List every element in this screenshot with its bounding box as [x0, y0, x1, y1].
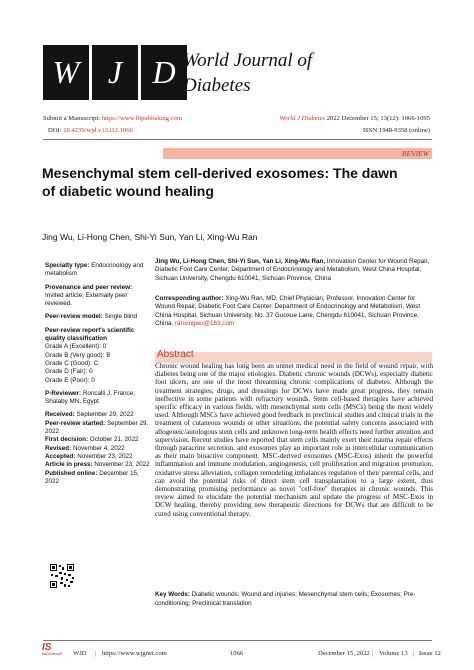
journal-name-line1: World Journal of: [183, 50, 313, 71]
accepted-value: November 23, 2022: [77, 452, 133, 460]
footer-journal: WJD: [73, 650, 87, 657]
sidebar: [45, 262, 150, 486]
revised-value: November 4, 2022: [73, 444, 125, 452]
journal-name-line2: Diabetes: [183, 75, 251, 96]
revised-label: Revised:: [45, 444, 72, 452]
keywords-text: Diabetic wounds; Wound and injuries; Mesenchymal stem cells; Exosomes; Pre-conditioning; Preclinical translation: [155, 591, 416, 607]
published-online-label: Published online:: [45, 469, 98, 477]
footer-separator: |: [372, 650, 374, 657]
first-decision-value: October 21, 2022: [89, 436, 139, 444]
doi-line: [48, 127, 133, 134]
doi-link[interactable]: 10.4239/wjd.v13.i12.1066: [63, 127, 133, 134]
citation-journal: World J Diabetes: [279, 115, 326, 122]
keywords: [155, 590, 433, 608]
corresponding-label: Corresponding author:: [155, 295, 224, 302]
article-in-press-label: Article in press:: [45, 461, 93, 469]
peer-review-started-value: September 29, 2022: [45, 419, 149, 436]
citation-rest: 2022 December 15; 13(12): 1066-1095: [326, 115, 430, 122]
quality-classification-label: Peer-review report's scientific quality classification: [45, 326, 135, 343]
footer-divider: [43, 640, 432, 641]
affiliation-names: Jing Wu, Li-Hong Chen, Shi-Yi Sun, Yan Li, Xing-Wu Ran,: [155, 258, 326, 265]
provenance-label: Provenance and peer review:: [45, 283, 133, 291]
published-online-value: December 15, 2022: [45, 469, 139, 485]
reviewer-value: Roncalli J, France; Shalaby MN, Egypt: [45, 389, 135, 406]
logo-letter-j: J: [92, 45, 138, 100]
article-in-press-value: November 23, 2022: [94, 461, 150, 469]
footer-page: 1066: [230, 650, 244, 657]
article-title: Mesenchymal stem cell-derived exosomes: The dawn of diabetic wound healing: [42, 165, 398, 199]
affiliation-text: Innovation Center for Wound Repair, Diabetic Foot Care Center, Department of Endocrinology and Metabolism, West China Hospital, Sichuan University, Chengdu 610041, Sichuan Province, China: [155, 258, 429, 282]
abstract-heading: Abstract: [157, 349, 194, 360]
footer-volume: Volume 13: [379, 650, 408, 657]
received-label: Received:: [45, 411, 75, 419]
peer-review-model-value: Single blind: [104, 313, 138, 321]
specialty-value: Endocrinology and metabolism: [45, 262, 144, 278]
issn: ISSN 1948-9358 (online): [362, 127, 430, 134]
keywords-label: Key Words:: [155, 591, 190, 598]
footer-separator: |: [95, 650, 97, 657]
footer-url[interactable]: https://www.wjgnet.com: [102, 650, 167, 657]
accepted-label: Accepted:: [45, 452, 76, 460]
grade-b: Grade B (Very good): B: [45, 351, 111, 359]
grade-a: Grade A (Excellent): 0: [45, 343, 107, 351]
logo-letter-w: W: [43, 45, 89, 100]
grade-d: Grade D (Fair): 0: [45, 368, 93, 376]
provenance-value: Invited article; Externally peer reviewed.: [45, 291, 128, 308]
citation-line: [280, 115, 430, 122]
corresponding-email[interactable]: ranxingwu@163.com: [174, 319, 235, 327]
footer-issue: Issue 12: [419, 650, 441, 657]
section-label: REVIEW: [401, 149, 429, 158]
received-value: September 29, 2022: [76, 411, 134, 419]
doi-label: DOI:: [48, 127, 62, 134]
header-divider: [43, 139, 432, 140]
reviewer-label: P-Reviewer:: [45, 389, 82, 397]
footer-separator: |: [413, 650, 415, 657]
logo-letter-d: D: [141, 45, 187, 100]
corresponding-block: [155, 295, 432, 328]
submit-line: [43, 115, 182, 122]
submit-label: Submit a Manuscript:: [43, 115, 101, 122]
publisher-logo-sub: Baishideng®: [42, 652, 63, 656]
review-band: [163, 148, 432, 159]
footer-date: December 15, 2022: [318, 650, 370, 657]
first-decision-label: First decision:: [45, 436, 89, 444]
qr-code-icon[interactable]: [49, 563, 75, 589]
peer-review-started-label: Peer-review started:: [45, 419, 106, 427]
affiliation-block: [155, 258, 432, 283]
specialty-label: Specialty type:: [45, 262, 90, 269]
corresponding-text: Xing-Wu Ran, MD, Chief Physician, Professor, Innovation Center for Wound Repair, Diabetic Foot Care Center, Department of Endocrinology and Metabolism, West China Hospital, Sichuan University, No. 37 Guoxue Lane, Chengdu 610041, Sichuan Province, China.: [155, 295, 421, 327]
grade-e: Grade E (Poor): 0: [45, 376, 95, 384]
abstract-text: Chronic wound healing has long been an unmet medical need in the field of wound repair, with diabetes being one of the major etiologies. Diabetic chronic wounds (DCWs), especially diabetic foot ulcers, are one of the most threatening chronic complications of diabetes. Although the treatment strategies, drugs, and dressings for DCWs have made great progress, they remain ineffective in some patients with refractory wounds. Stem cell-based therapies have achieved specific efficacy in various fields, with mesenchymal stem cells (MSCs) being the most widely used. Although MSCs have achieved good feedback in preclinical studies and clinical trials in the treatment of cutaneous wounds or other situations, the potential safety concerns associated with allogeneic/autologous stem cells and unknown long-term health effects need further attention and supervision. Recent studies have reported that stem cells mainly exert their trauma repair effects through paracrine secretion, and exosomes play an important role in intercellular communication as their main bioactive component. MSC-derived exosomes (MSC-Exos) inherit the powerful inflammation and immune modulation, angiogenesis, cell proliferation and migration promotion, oxidative stress alleviation, collagen remodeling imbalances regulation of their parental cells, and can avoid the potential risks of direct stem cell transplantation to a large extent, thus demonstrating promising performance as novel "cell-free" therapies in chronic wounds. This review aimed to elucidate the potential mechanism and update the progress of MSC-Exos in DCW healing, thereby providing new therapeutic directions for DCWs that are difficult to be cured using conventional therapy.: [155, 362, 433, 518]
peer-review-model-label: Peer-review model:: [45, 313, 103, 321]
grade-c: Grade C (Good): C: [45, 359, 99, 367]
submit-link[interactable]: https://www.f6publishing.com: [101, 115, 182, 122]
article-authors: Jing Wu, Li-Hong Chen, Shi-Yi Sun, Yan Li, Xing-Wu Ran: [42, 232, 258, 242]
publisher-logo: IS: [42, 642, 52, 653]
